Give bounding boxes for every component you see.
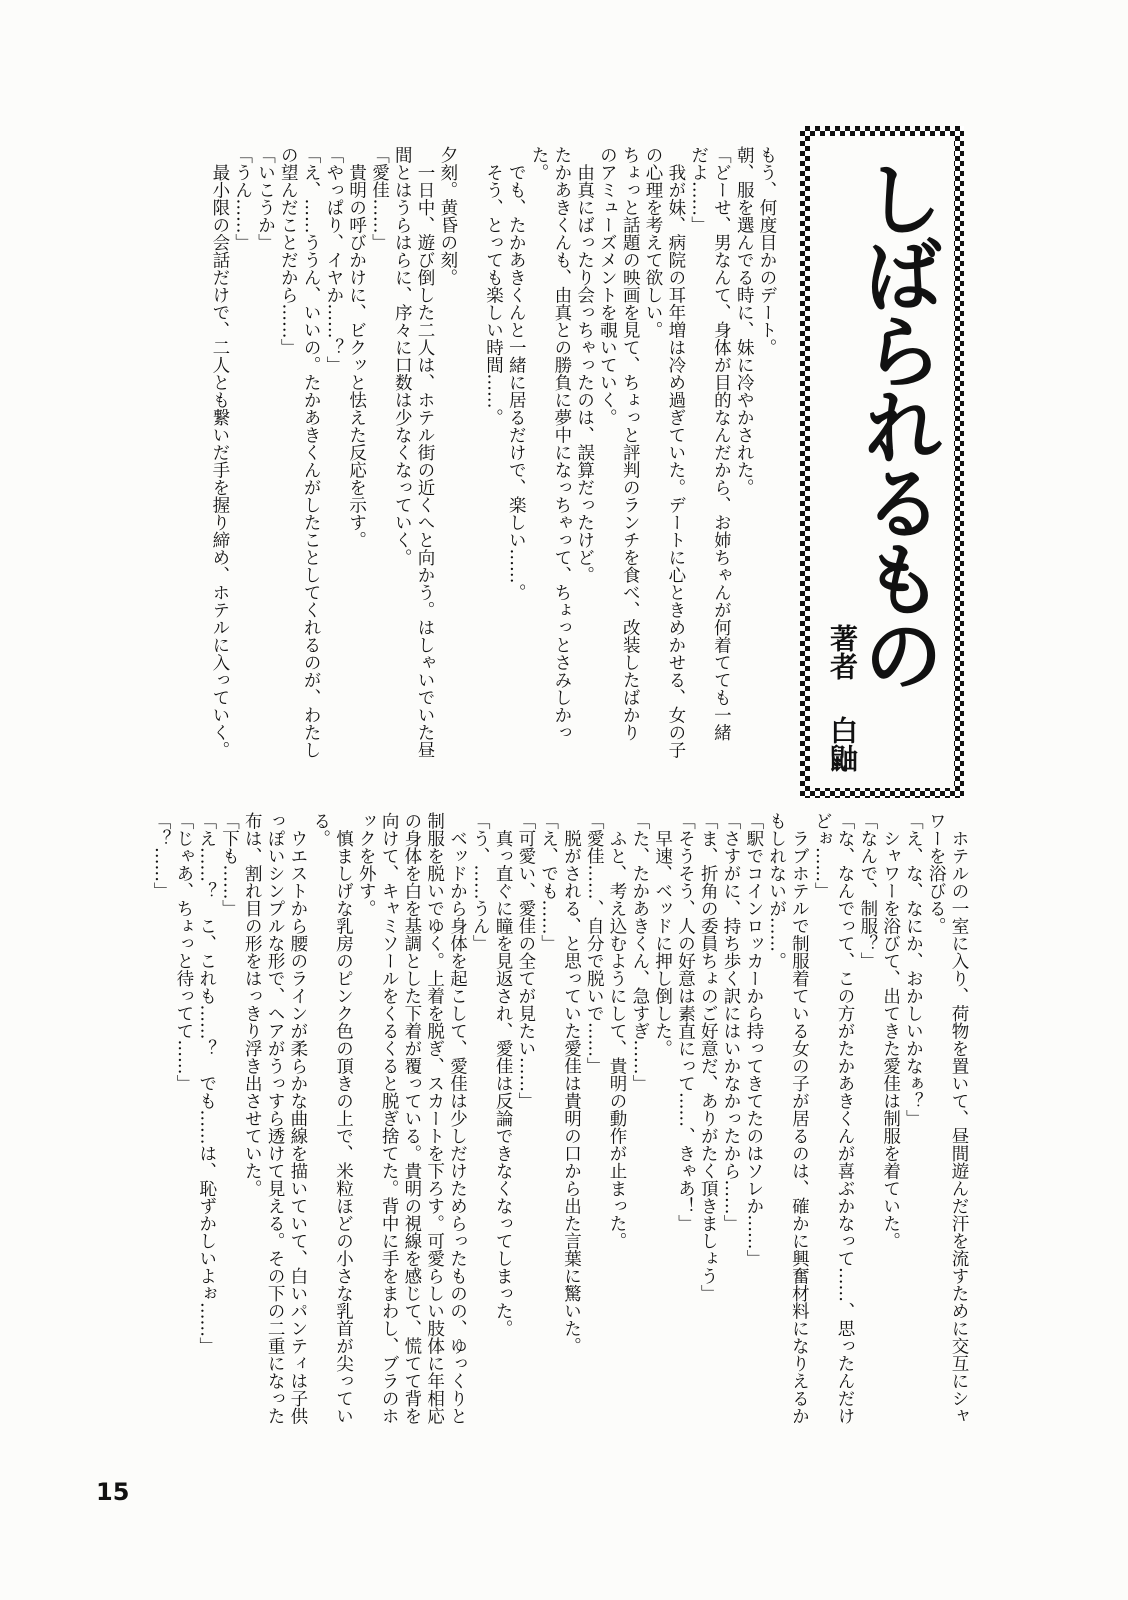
text-line: 「え、……ううん、いいの。たかあきくんがしたことしてくれるのが、わたし: [301, 146, 322, 759]
text-line: たかあきくんも、由真との勝負に夢中になっちゃって、ちょっとさみしかっ: [551, 146, 572, 741]
text-line: どぉ……」: [812, 812, 833, 900]
text-line: 「そうそう、人の好意は素直にって……、きゃあ！」: [675, 812, 696, 1232]
text-line: た。: [529, 146, 550, 181]
text-line: のアミューズメントを覗いていく。: [597, 146, 618, 426]
text-line: 慎ましげな乳房のピンク色の頂きの上で、米粒ほどの小さな乳首が尖ってい: [333, 812, 354, 1425]
page-number: 15: [96, 1478, 130, 1506]
text-line: ベッドから身体を起こして、愛佳は少しだけためらったものの、ゆっくりと: [447, 812, 468, 1425]
text-line: 「な、なんでって、この方がたかあきくんが喜ぶかなって……、思ったんだけ: [835, 812, 856, 1425]
story-title: しばられるもの: [850, 158, 943, 690]
text-line: 「え、でも……」: [538, 812, 559, 952]
text-line: 真っ直ぐに瞳を見返され、愛佳は反論できなくなってしまった。: [493, 812, 514, 1337]
text-line: 「やっぱり、イヤか……？」: [323, 146, 344, 374]
text-line: 「どーせ、男なんて、身体が目的なんだから、お姉ちゃんが何着てても一緒: [711, 146, 732, 741]
text-line: そう、とっても楽しい時間……。: [483, 146, 504, 426]
text-line: 夕刻。黄昏の刻。: [437, 146, 458, 286]
author-label: 著者: [826, 624, 859, 680]
text-line: でも、たかあきくんと一緒に居るだけで、楽しい……。: [506, 146, 527, 601]
text-line: だよ……」: [688, 146, 709, 234]
text-line: ふと、考え込むようにして、貴明の動作が止まった。: [607, 812, 628, 1250]
text-line: 向けて、キャミソールをくるくると脱ぎ捨てた。背中に手をまわし、ブラのホ: [379, 812, 400, 1425]
text-line: 「なんで、制服？」: [857, 812, 878, 970]
text-line: 「え……？ こ、これも……？ でも……は、恥ずかしいよぉ……」: [196, 812, 217, 1355]
text-line: 由真にばったり会っちゃったのは、誤算だったけど。: [574, 146, 595, 584]
text-line: の身体を白を基調とした下着が覆っている。貴明の視線を感じて、慌てて背を: [401, 812, 422, 1425]
text-line: 布は、割れ目の形をはっきり浮き出させていた。: [242, 812, 263, 1197]
text-line: 「さすがに、持ち歩く訳にはいかなかったから……」: [721, 812, 742, 1232]
top-text-block: [208, 146, 778, 776]
text-line: ラブホテルで制服着ている女の子が居るのは、確かに興奮材料になりえるか: [789, 812, 810, 1425]
text-line: の望んだことだから……」: [278, 146, 299, 356]
title-frame: [800, 126, 964, 798]
text-line: ウエストから腰のラインが柔らかな曲線を描いていて、白いパンティは子供: [287, 812, 308, 1425]
text-line: 「下も……」: [219, 812, 240, 917]
text-line: 「え、な、なにか、おかしいかなぁ？」: [903, 812, 924, 1127]
text-line: 「た、たかあきくん、急すぎ……」: [629, 812, 650, 1092]
text-line: ちょっと話題の映画を見て、ちょっと評判のランチを食べ、改装したばかり: [620, 146, 641, 741]
text-line: 「愛佳……、自分で脱いで……」: [584, 812, 605, 1075]
text-line: 脱がされる、と思っていた愛佳は貴明の口から出た言葉に驚いた。: [561, 812, 582, 1355]
text-line: る。: [310, 812, 331, 847]
text-line: [459, 146, 482, 776]
title-frame-inner: [810, 136, 954, 788]
author-name: 白鼬: [826, 716, 859, 772]
text-line: ホテルの一室に入り、荷物を置いて、昼間遊んだ汗を流すために交互にシャ: [949, 812, 969, 1425]
text-line: 我が妹、病院の耳年増は冷め過ぎていた。デートに心ときめかせる、女の子: [665, 146, 686, 759]
text-line: 「駅でコインロッカーから持ってきてたのはソレか……」: [743, 812, 764, 1267]
text-line: ワーを浴びる。: [926, 812, 947, 935]
text-line: 「いこうか」: [255, 146, 276, 251]
text-line: 制服を脱いでゆく。上着を脱ぎ、スカートを下ろす。可愛らしい肢体に年相応: [424, 812, 445, 1425]
text-line: 「うん……」: [232, 146, 253, 251]
text-line: 「愛佳……」: [369, 146, 390, 251]
text-line: シャワーを浴びて、出てきた愛佳は制服を着ていた。: [880, 812, 901, 1250]
text-line: 間とはうらはらに、序々に口数は少なくなっていく。: [392, 146, 413, 566]
text-line: 朝、服を選んでる時に、妹に冷やかされた。: [734, 146, 755, 496]
text-line: 「？……」: [151, 812, 172, 900]
text-line: 最小限の会話だけで、二人とも繋いだ手を握り締め、ホテルに入っていく。: [209, 146, 230, 759]
text-line: もう、何度目かのデート。: [757, 146, 777, 356]
text-line: もしれないが……。: [766, 812, 787, 970]
text-line: 「可愛い、愛佳の全てが見たい……」: [515, 812, 536, 1110]
text-line: っぽいシンプルな形で、ヘアがうっすら透けて見える。その下の二重になった: [265, 812, 286, 1425]
text-line: ックを外す。: [356, 812, 377, 917]
text-line: 「う、……うん」: [470, 812, 491, 952]
text-line: 貴明の呼びかけに、ビクッと怯えた反応を示す。: [346, 146, 367, 549]
text-line: 早速、ベッドに押し倒した。: [652, 812, 673, 1057]
text-line: 「ま、折角の委員ちょのご好意だ、ありがたく頂きましょう」: [698, 812, 719, 1302]
text-line: 「じゃあ、ちょっと待ってて……」: [173, 812, 194, 1092]
text-line: 一日中、遊び倒した二人は、ホテル街の近くへと向かう。はしゃいでいた昼: [415, 146, 436, 759]
bottom-text-block: [149, 812, 970, 1492]
text-line: の心理を考えて欲しい。: [643, 146, 664, 339]
